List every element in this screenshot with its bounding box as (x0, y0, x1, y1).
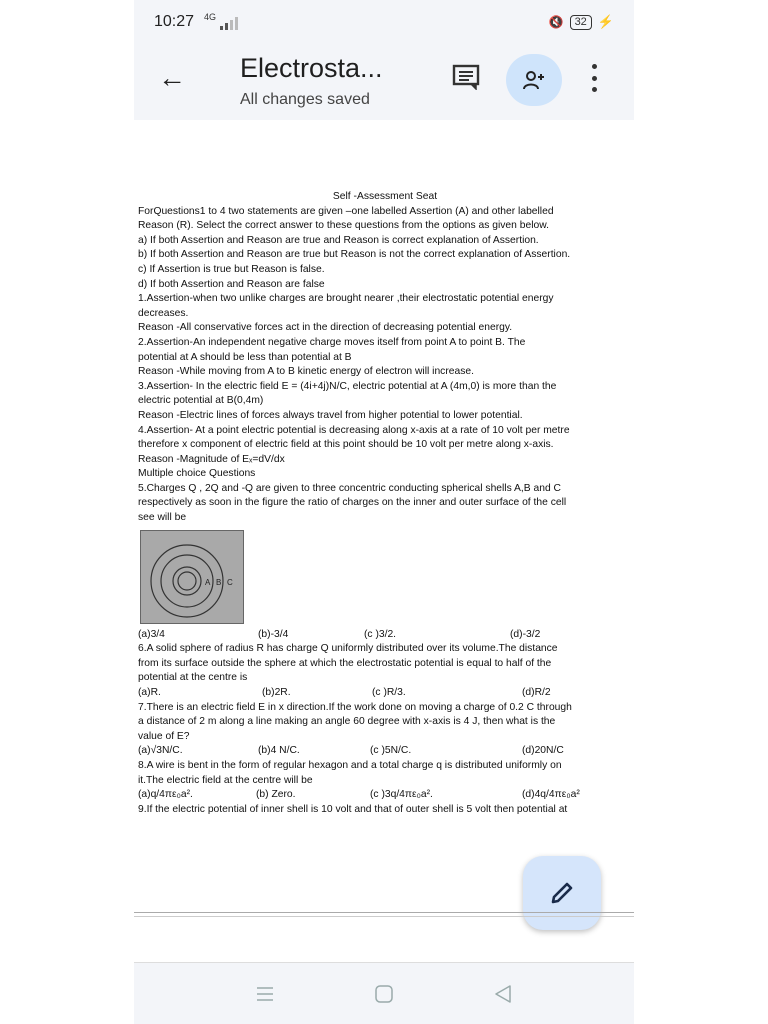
doc-line: respectively as soon in the figure the ratio of charges on the inner and outer surface of the cell (138, 497, 567, 509)
q6-line: 6.A solid sphere of radius R has charge Q uniformly distributed over its volume.The distance (138, 643, 558, 655)
doc-line: Reason (R). Select the correct answer to these questions from the options as given below. (138, 220, 549, 232)
doc-line: see will be (138, 512, 187, 524)
save-status: All changes saved (240, 91, 370, 108)
q7-line: value of E? (138, 730, 190, 742)
q8-line: 8.A wire is bent in the form of regular hexagon and a total charge q is distributed uniformly on (138, 760, 562, 771)
charging-icon: ⚡ (597, 14, 614, 29)
doc-heading: Self -Assessment Seat (332, 191, 438, 202)
doc-line: c) If Assertion is true but Reason is false. (138, 263, 325, 275)
doc-line: b) If both Assertion and Reason are true but Reason is not the correct explanation of Assertion. (138, 249, 571, 261)
doc-line: Reason -All conservative forces act in the direction of decreasing potential energy. (138, 322, 513, 334)
option: (a)R. (138, 687, 161, 699)
doc-line: Reason -Magnitude of Eₓ=dV/dx (138, 453, 285, 465)
arrow-back-icon[interactable]: ← (158, 62, 186, 93)
q8-line: it.The electric field at the centre will be (138, 774, 313, 786)
option: (d)-3/2 (510, 628, 541, 640)
status-right (549, 14, 614, 30)
doc-line: 1.Assertion-when two unlike charges are brought nearer ,their electrostatic potential energy (138, 293, 554, 305)
network-type: 4G (204, 12, 217, 22)
doc-line: d) If both Assertion and Reason are false (138, 278, 325, 290)
figure-label-a: A (205, 577, 211, 587)
doc-line: ForQuestions1 to 4 two statements are given –one labelled Assertion (A) and other labelled (138, 205, 554, 217)
system-nav-bar (134, 963, 634, 1024)
add-person-icon (522, 69, 546, 91)
edit-button[interactable] (523, 856, 601, 930)
status-time: 10:27 (154, 13, 195, 30)
comment-icon[interactable] (452, 64, 480, 90)
back-nav-icon[interactable] (492, 983, 514, 1005)
battery-level: 32 (570, 15, 592, 30)
document-body (138, 190, 632, 817)
home-icon[interactable] (373, 983, 395, 1005)
doc-line: therefore x component of electric field at this point should be 10 volt per metre along x-axis. (138, 439, 554, 451)
option: (b)2R. (262, 687, 291, 699)
status-bar (134, 0, 634, 48)
figure-label-c: C (227, 577, 233, 587)
recents-icon[interactable] (254, 983, 276, 1005)
doc-line: a) If both Assertion and Reason are true and Reason is correct explanation of Assertion. (138, 234, 539, 246)
intro-lines (138, 205, 632, 526)
signal-icon (220, 17, 238, 30)
q6-line: from its surface outside the sphere at which the electrostatic potential is equal to half of the (138, 657, 552, 669)
phone-screen (134, 0, 634, 1024)
option: (d)4q/4πε₀a² (522, 789, 580, 801)
option: (d)20N/C (522, 745, 564, 757)
q6-line: potential at the centre is (138, 672, 248, 684)
doc-line: 5.Charges Q , 2Q and -Q are given to three concentric conducting spherical shells A,B and C (138, 482, 561, 494)
option: (c )3q/4πε₀a². (370, 789, 433, 801)
option: (c )R/3. (372, 687, 406, 699)
figure-label-b: B (216, 577, 222, 587)
share-button[interactable] (506, 54, 562, 106)
option: (a)3/4 (138, 628, 165, 640)
doc-line: Reason -Electric lines of forces always travel from higher potential to lower potential. (138, 409, 523, 421)
doc-line: 3.Assertion- In the electric field E = (4i+4j)N/C, electric potential at A (4m,0) is more than the (138, 380, 557, 392)
concentric-shells-figure (140, 530, 244, 624)
option: (b)-3/4 (258, 628, 289, 640)
pencil-icon (549, 880, 575, 906)
divider (134, 916, 634, 917)
q7-line: 7.There is an electric field E in x direction.If the work done on moving a charge of 0.2 C through (138, 701, 572, 713)
option: (b)4 N/C. (258, 745, 300, 757)
option: (b) Zero. (256, 789, 296, 801)
q5-options (138, 628, 632, 643)
app-bar (134, 48, 634, 120)
doc-line: Reason -While moving from A to B kinetic energy of electron will increase. (138, 366, 474, 378)
doc-line: Multiple choice Questions (138, 468, 256, 480)
option: (c )3/2. (364, 628, 397, 640)
q7-options (138, 744, 632, 759)
more-vert-icon[interactable] (590, 64, 598, 92)
doc-line: potential at A should be less than potential at B (138, 351, 352, 363)
q7-line: a distance of 2 m along a line making an angle 60 degree with x-axis is 4 J, then what is the (138, 716, 556, 728)
doc-line: electric potential at B(0,4m) (138, 395, 264, 407)
q8-options (138, 788, 632, 803)
doc-line: 2.Assertion-An independent negative charge moves itself from point A to point B. The (138, 336, 526, 348)
doc-line: decreases. (138, 307, 189, 319)
option: (c )5N/C. (370, 745, 412, 757)
doc-line: 4.Assertion- At a point electric potential is decreasing along x-axis at a rate of 10 volt per metre (138, 424, 570, 436)
document-title: Electrosta... (240, 53, 383, 83)
q9-line: 9.If the electric potential of inner shell is 10 volt and that of outer shell is 5 volt then potential at (138, 803, 568, 815)
divider (134, 912, 634, 913)
option: (a)q/4πε₀a². (138, 789, 193, 801)
option: (d)R/2 (522, 687, 551, 699)
q6-options (138, 686, 632, 701)
option: (a)√3N/C. (138, 745, 183, 757)
vibrate-icon: 🔇 (548, 15, 564, 29)
